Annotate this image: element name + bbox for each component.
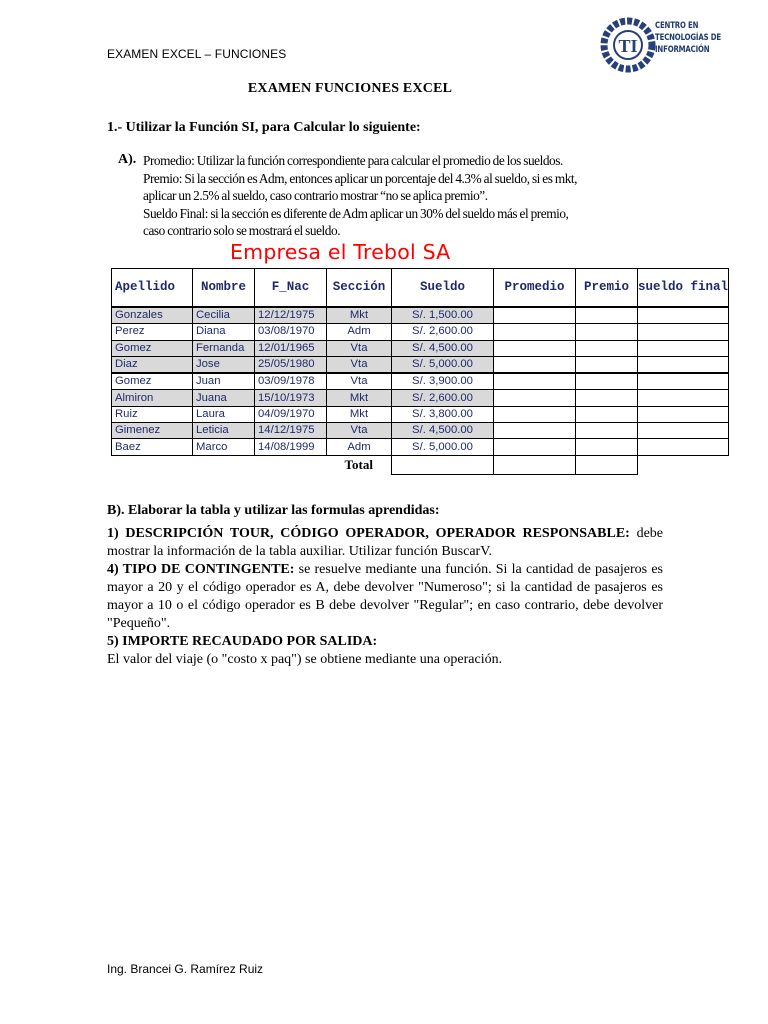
table-cell: Fernanda [193,340,255,356]
column-header: Sueldo [392,269,494,308]
table-cell: Vta [327,423,392,439]
part-b-item [107,633,663,669]
table-cell: S/. 1,500.00 [392,307,494,324]
part-b-item [107,525,663,561]
part-a-instructions [143,152,663,240]
empty-result-cell [494,373,576,390]
employee-table [111,268,729,475]
empty-result-cell [494,324,576,340]
empty-result-cell [638,390,729,406]
table-cell: Vta [327,356,392,373]
table-row [112,390,729,406]
exam-title: EXAMEN FUNCIONES EXCEL [247,81,453,96]
question-1: 1.- Utilizar la Función SI, para Calcular lo siguiente: [107,120,421,135]
empty-result-cell [638,324,729,340]
logo-line: CENTRO EN [655,21,699,31]
table-cell: Vta [327,340,392,356]
table-header-row [112,269,729,308]
part-a-label: A). [118,152,137,167]
empty-result-cell [638,356,729,373]
logo-initials: TI [618,36,638,56]
table-row [112,324,729,340]
empty-result-cell [638,340,729,356]
empty-result-cell [494,356,576,373]
logo-line: INFORMACIÓN [655,45,710,55]
table-cell: 15/10/1973 [255,390,327,406]
table-cell: Juan [193,373,255,390]
empty-result-cell [576,439,638,455]
table-cell: S/. 5,000.00 [392,356,494,373]
table-cell: Mkt [327,390,392,406]
column-header: Premio [576,269,638,308]
table-cell: Marco [193,439,255,455]
table-body [112,307,729,474]
instruction-line: Promedio: Utilizar la función correspondiente para calcular el promedio de los sueldos. [143,153,563,168]
table-cell: 12/01/1965 [255,340,327,356]
table-cell: Cecilia [193,307,255,324]
table-cell: Gonzales [112,307,193,324]
table-cell: Mkt [327,307,392,324]
table-row [112,356,729,373]
table-cell: S/. 3,800.00 [392,406,494,422]
item-heading: 4) TIPO DE CONTINGENTE: [107,562,295,577]
instruction-line: caso contrario solo se mostrará el sueldo. [143,223,341,238]
part-b-label: B). Elaborar la tabla y utilizar las formulas aprendidas: [107,503,440,518]
table-cell: 03/08/1970 [255,324,327,340]
item-text: El valor del viaje (o "costo x paq") se obtiene mediante una operación. [107,652,503,667]
column-header: Nombre [193,269,255,308]
table-cell: 03/09/1978 [255,373,327,390]
table-row [112,340,729,356]
empty-result-cell [576,373,638,390]
table-cell: S/. 3,900.00 [392,373,494,390]
table-cell: 14/12/1975 [255,423,327,439]
empty-result-cell [576,423,638,439]
blank-cell [193,455,255,474]
column-header: F_Nac [255,269,327,308]
table-cell: Juana [193,390,255,406]
total-row [112,455,729,474]
table-cell: 14/08/1999 [255,439,327,455]
table-cell: S/. 4,500.00 [392,340,494,356]
table-cell: Diaz [112,356,193,373]
empty-result-cell [638,406,729,422]
table-row [112,307,729,324]
logo-text [655,20,721,56]
table-cell: Baez [112,439,193,455]
table-cell: S/. 2,600.00 [392,324,494,340]
instruction-line: aplicar un 2.5% al sueldo, caso contrario mostrar “no se aplica premio”. [143,188,488,203]
part-b-item [107,561,663,633]
blank-cell [638,455,729,474]
document-header: EXAMEN EXCEL – FUNCIONES [107,47,287,61]
empty-result-cell [576,340,638,356]
empty-result-cell [576,356,638,373]
empty-result-cell [494,307,576,324]
table-cell: 04/09/1970 [255,406,327,422]
table-cell: Mkt [327,406,392,422]
table-cell: Ruiz [112,406,193,422]
table-row [112,373,729,390]
item-text: debe mostrar la información de la tabla auxiliar. Utilizar función BuscarV. [107,526,663,559]
empty-result-cell [638,439,729,455]
empty-result-cell [576,324,638,340]
table-row [112,423,729,439]
empty-result-cell [576,390,638,406]
blank-cell [112,455,193,474]
empty-result-cell [638,307,729,324]
table-cell: Gomez [112,373,193,390]
table-cell: 25/05/1980 [255,356,327,373]
company-title: Empresa el Trebol SA [230,240,451,264]
instruction-line: Sueldo Final: si la sección es diferente de Adm aplicar un 30% del sueldo más el premio, [143,205,569,221]
table-cell: Gimenez [112,423,193,439]
author-footer: Ing. Brancei G. Ramírez Ruiz [107,962,264,976]
table-cell: S/. 5,000.00 [392,439,494,455]
column-header: Promedio [494,269,576,308]
column-header: Sección [327,269,392,308]
item-text: se resuelve mediante una función. Si la cantidad de pasajeros es mayor a 20 y el código operador es A, debe devolver "Numeroso"; si la cantidad de pasajeros es mayor a 10 o el código operador es B debe devolver "Regular"; en caso contrario, debe devolver "Pequeño". [107,562,663,631]
column-header: Apellido [112,269,193,308]
empty-result-cell [576,406,638,422]
table-cell: Gomez [112,340,193,356]
table-cell: 12/12/1975 [255,307,327,324]
item-heading: 5) IMPORTE RECAUDADO POR SALIDA: [107,634,378,649]
table-cell: Leticia [193,423,255,439]
instruction-line: Premio: Si la sección es Adm, entonces aplicar un porcentaje del 4.3% al sueldo, si es mkt, [143,170,578,186]
table-cell: Jose [193,356,255,373]
part-b-instructions [107,525,663,669]
table-cell: Perez [112,324,193,340]
table-cell: Vta [327,373,392,390]
table-cell: S/. 2,600.00 [392,390,494,406]
table-cell: Almiron [112,390,193,406]
total-cell [494,455,576,474]
empty-result-cell [494,340,576,356]
table-cell: Laura [193,406,255,422]
empty-result-cell [638,423,729,439]
table-row [112,439,729,455]
empty-result-cell [576,307,638,324]
column-header: sueldo final [638,269,729,308]
empty-result-cell [638,373,729,390]
table-row [112,406,729,422]
table-cell: Adm [327,439,392,455]
table-cell: Diana [193,324,255,340]
table-cell: S/. 4,500.00 [392,423,494,439]
empty-result-cell [494,423,576,439]
empty-result-cell [494,406,576,422]
blank-cell [255,455,327,474]
total-cell [392,455,494,474]
total-label: Total [344,457,373,473]
item-heading: 1) DESCRIPCIÓN TOUR, CÓDIGO OPERADOR, OPERADOR RESPONSABLE: [107,526,630,541]
logo-line: TECNOLOGÍAS DE [655,33,721,43]
empty-result-cell [494,439,576,455]
empty-result-cell [494,390,576,406]
table-cell: Adm [327,324,392,340]
total-cell [576,455,638,474]
logo-emblem-icon [600,14,656,76]
